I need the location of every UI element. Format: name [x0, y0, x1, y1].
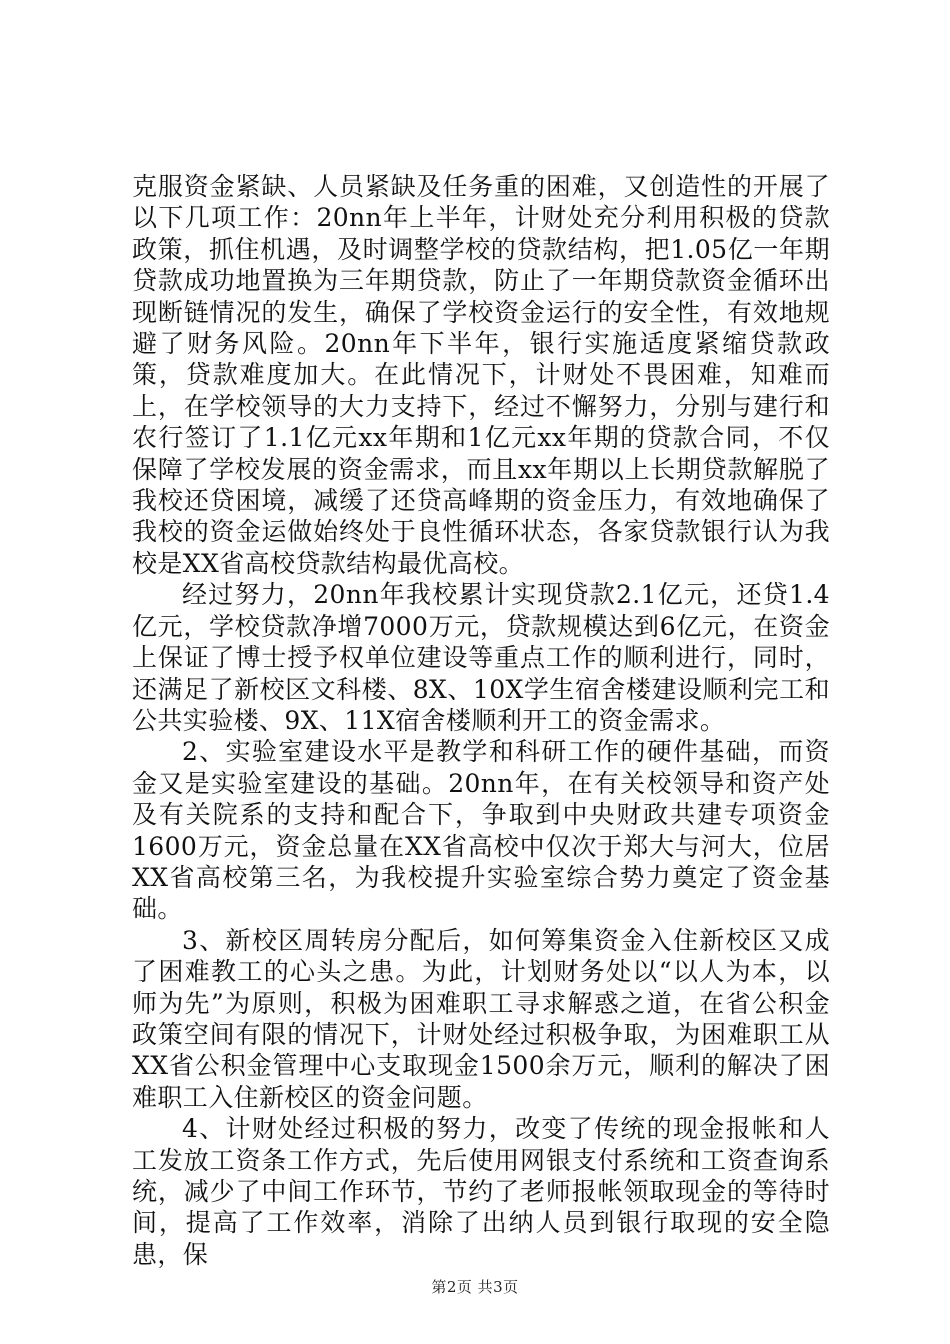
paragraph-lab-funding: 2、实验室建设水平是教学和科研工作的硬件基础，而资金又是实验室建设的基础。20nn年，在有关校领导和资产处及有关院系的支持和配合下，争取到中央财政共建专项资金1600万元，资金总量在XX省高校中仅次于郑大与河大，位居XX省高校第三名，为我校提升实验室综合势力奠定了资金基础。: [132, 737, 830, 924]
document-body: [132, 171, 830, 1270]
paragraph-loan-summary: 经过努力，20nn年我校累计实现贷款2.1亿元，还贷1.4亿元，学校贷款净增7000万元，贷款规模达到6亿元，在资金上保证了博士授予权单位建设等重点工作的顺利进行，同时，还满足了新校区文科楼、8X、10X学生宿舍楼建设顺利完工和公共实验楼、9X、11X宿舍楼顺利开工的资金需求。: [132, 580, 830, 735]
page-footer: 第2页 共3页: [431, 1278, 519, 1296]
paragraph-housing-fund: 3、新校区周转房分配后，如何筹集资金入住新校区又成了困难教工的心头之患。为此，计划财务处以“以人为本，以师为先”为原则，积极为困难职工寻求解惑之道，在省公积金政策空间有限的情况下，计财处经过积极争取，为困难职工从XX省公积金管理中心支取现金1500余万元，顺利的解决了困难职工入住新校区的资金问题。: [132, 925, 830, 1112]
paragraph-payment-system: 4、计财处经过积极的努力，改变了传统的现金报帐和人工发放工资条工作方式，先后使用网银支付系统和工资查询系统，减少了中间工作环节，节约了老师报帐领取现金的等待时间，提高了工作效率，消除了出纳人员到银行取现的安全隐患，保: [132, 1114, 830, 1269]
paragraph-continuation: 克服资金紧缺、人员紧缺及任务重的困难，又创造性的开展了以下几项工作：20nn年上半年，计财处充分利用积极的贷款政策，抓住机遇，及时调整学校的贷款结构，把1.05亿一年期贷款成功地置换为三年期贷款，防止了一年期贷款资金循环出现断链情况的发生，确保了学校资金运行的安全性，有效地规避了财务风险。20nn年下半年，银行实施适度紧缩贷款政策，贷款难度加大。在此情况下，计财处不畏困难，知难而上，在学校领导的大力支持下，经过不懈努力，分别与建行和农行签订了1.1亿元xx年期和1亿元xx年期的贷款合同，不仅保障了学校发展的资金需求，而且xx年期以上长期贷款解脱了我校还贷困境，减缓了还贷高峰期的资金压力，有效地确保了我校的资金运做始终处于良性循环状态，各家贷款银行认为我校是XX省高校贷款结构最优高校。: [132, 172, 830, 578]
